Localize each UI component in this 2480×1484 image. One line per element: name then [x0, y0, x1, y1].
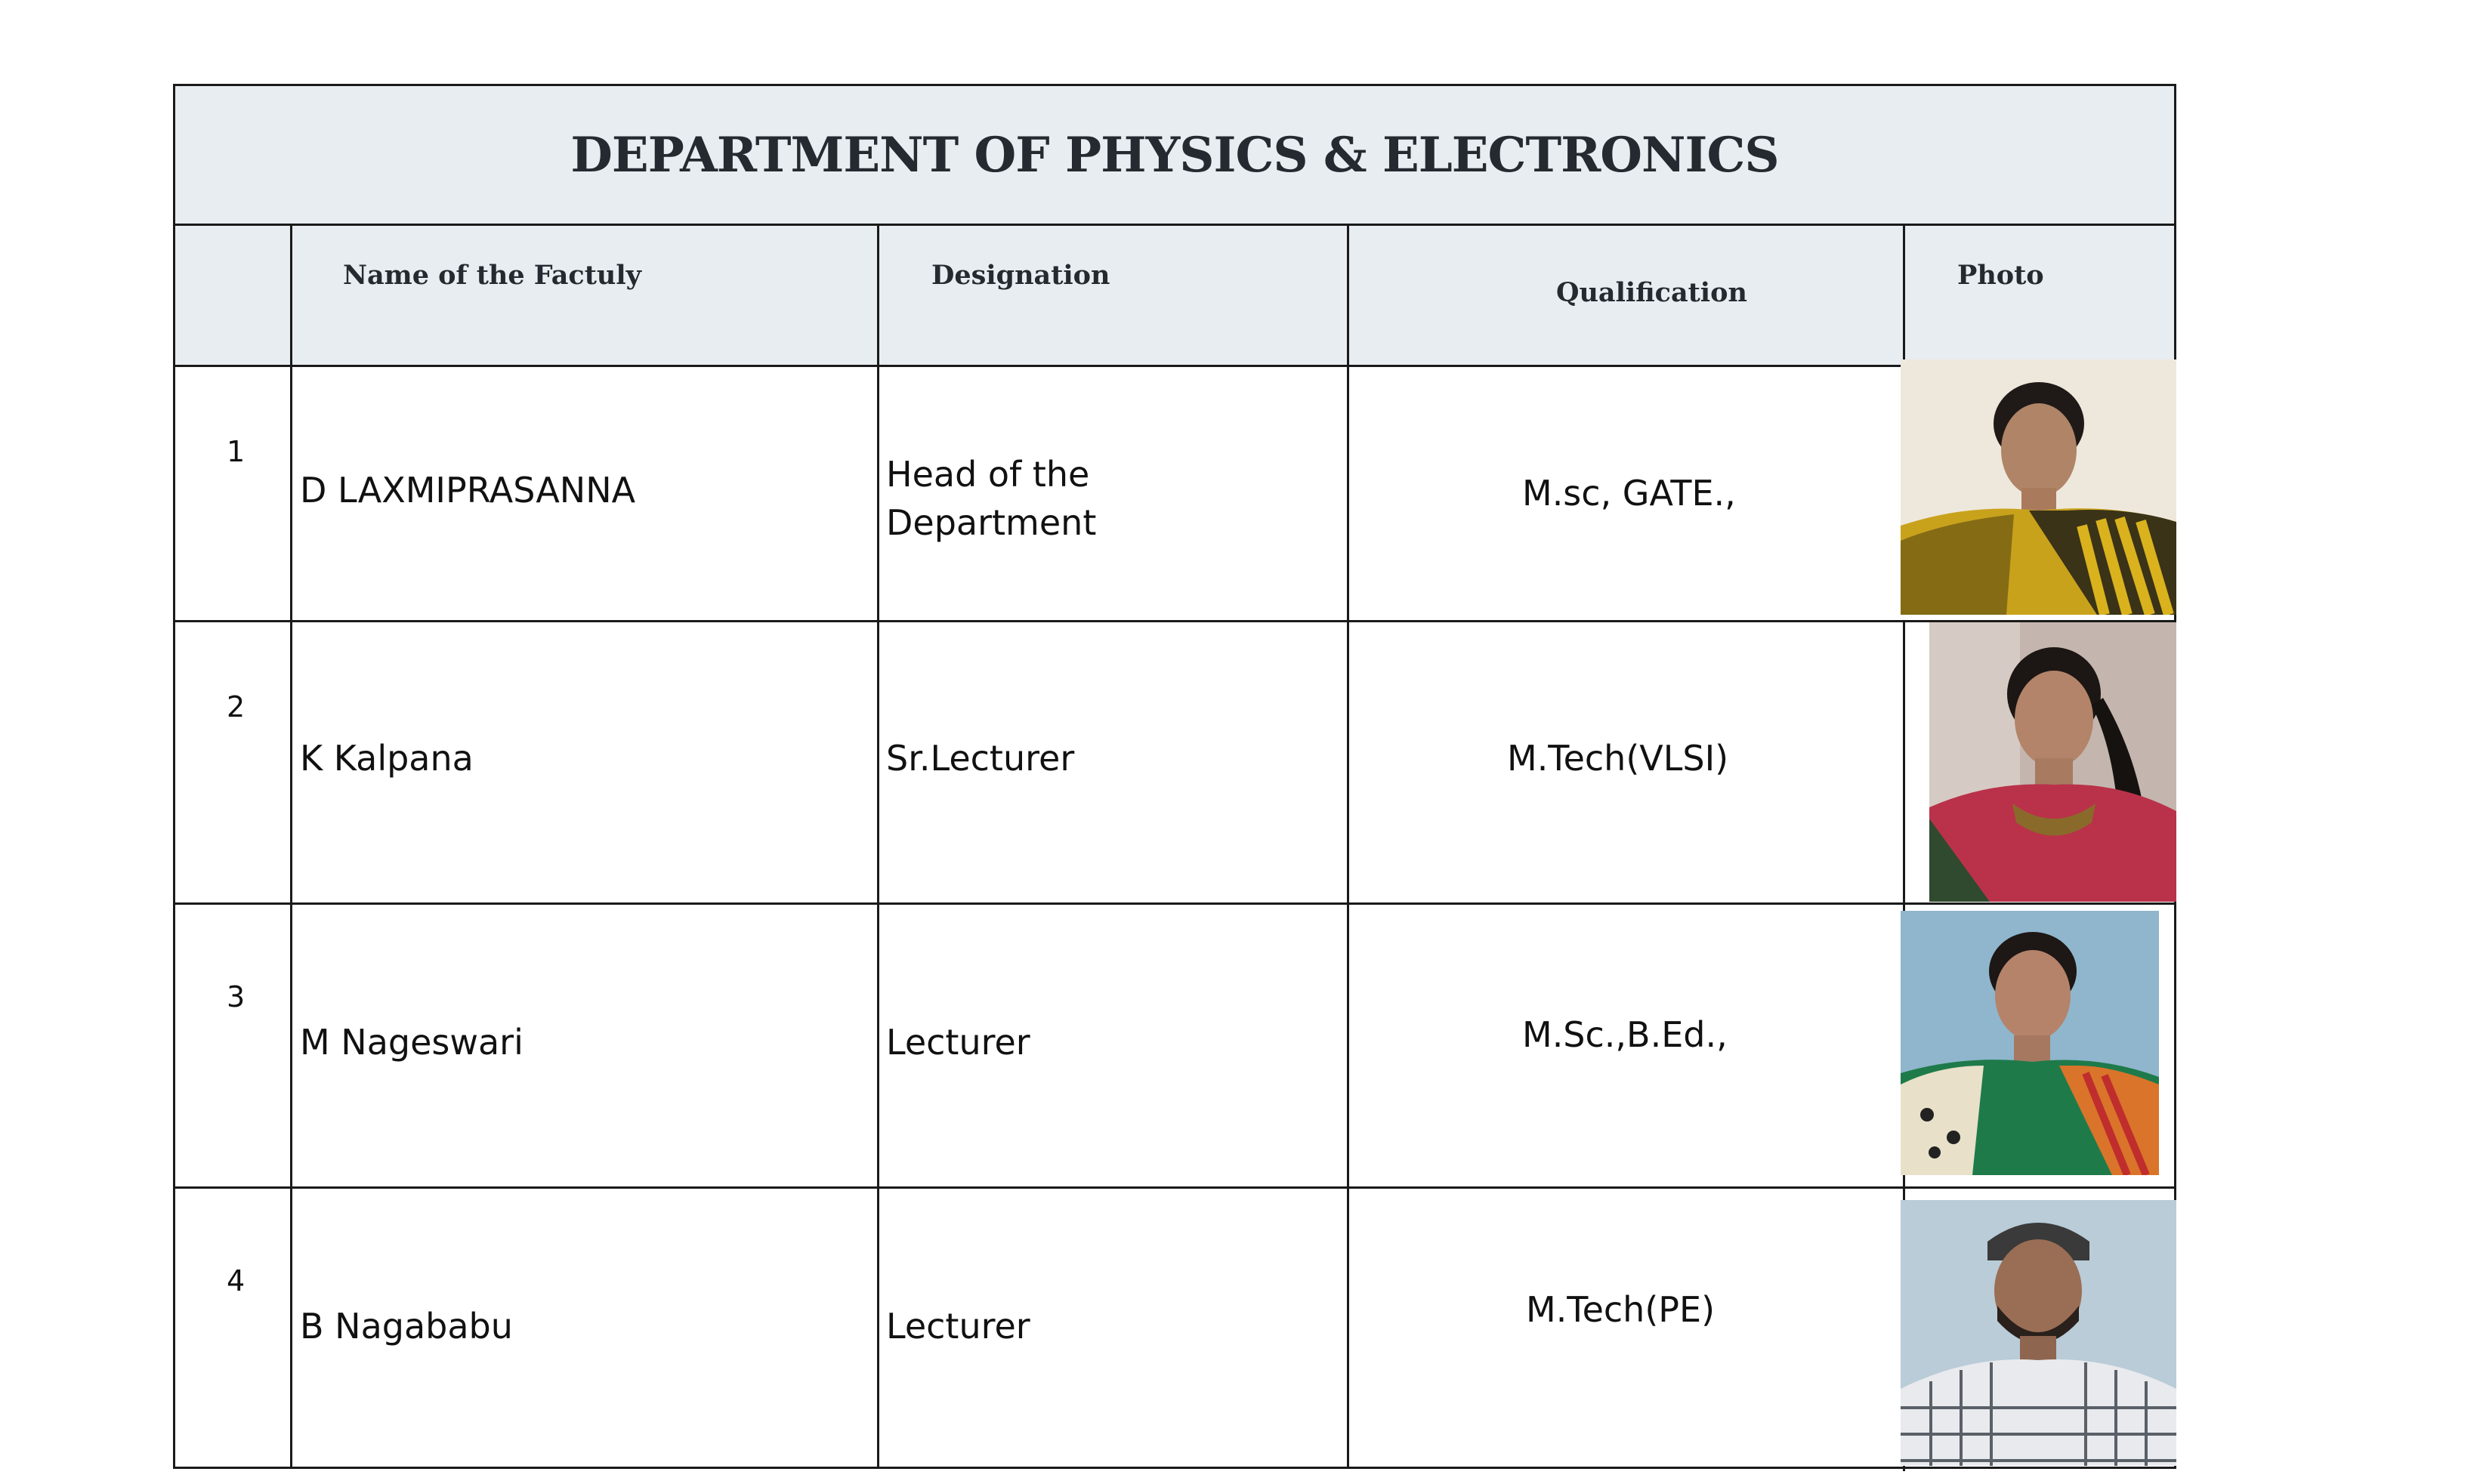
table-row — [175, 1189, 2174, 1471]
row-designation: Sr.Lecturer — [886, 738, 1075, 779]
grid-line — [1903, 622, 1905, 905]
faculty-table — [173, 84, 2176, 1469]
header-designation — [879, 226, 1348, 365]
row-name: M Nageswari — [300, 1022, 523, 1063]
row-name: K Kalpana — [300, 738, 474, 779]
grid-line — [1903, 226, 1905, 362]
row-qualification: M.Tech(PE) — [1526, 1289, 1716, 1330]
header-photo — [1904, 226, 2176, 365]
row-designation: Head of the Department — [886, 454, 1097, 543]
row-qualification: M.sc, GATE., — [1522, 473, 1736, 514]
header-sno — [175, 226, 292, 365]
header-name-label: Name of the Factuly — [343, 260, 641, 291]
row-sno: 4 — [227, 1264, 246, 1297]
faculty-photo-icon — [1901, 359, 2176, 615]
table-row — [175, 905, 2174, 1189]
faculty-photo-icon — [1929, 622, 2176, 902]
row-sno: 3 — [227, 980, 246, 1014]
row-designation: Lecturer — [886, 1022, 1030, 1063]
row-name: B Nagababu — [300, 1306, 513, 1347]
header-name — [292, 226, 879, 365]
header-designation-label: Designation — [931, 260, 1110, 291]
header-photo-label: Photo — [1957, 260, 2044, 291]
row-qualification: M.Tech(VLSI) — [1507, 738, 1729, 779]
page-title: DEPARTMENT OF PHYSICS & ELECTRONICS — [570, 126, 1779, 184]
row-sno: 1 — [227, 435, 246, 468]
row-designation: Lecturer — [886, 1306, 1030, 1347]
row-qualification: M.Sc.,B.Ed., — [1522, 1014, 1728, 1055]
table-title-band — [175, 86, 2174, 226]
table-row — [175, 622, 2174, 905]
header-qualification — [1348, 226, 1904, 365]
faculty-photo-icon — [1901, 911, 2159, 1175]
header-qualification-label: Qualification — [1556, 277, 1747, 308]
row-sno: 2 — [227, 690, 246, 723]
table-header-row — [175, 226, 2174, 367]
table-row — [175, 367, 2174, 622]
row-name: D LAXMIPRASANNA — [300, 470, 636, 511]
faculty-photo-icon — [1901, 1200, 2176, 1466]
